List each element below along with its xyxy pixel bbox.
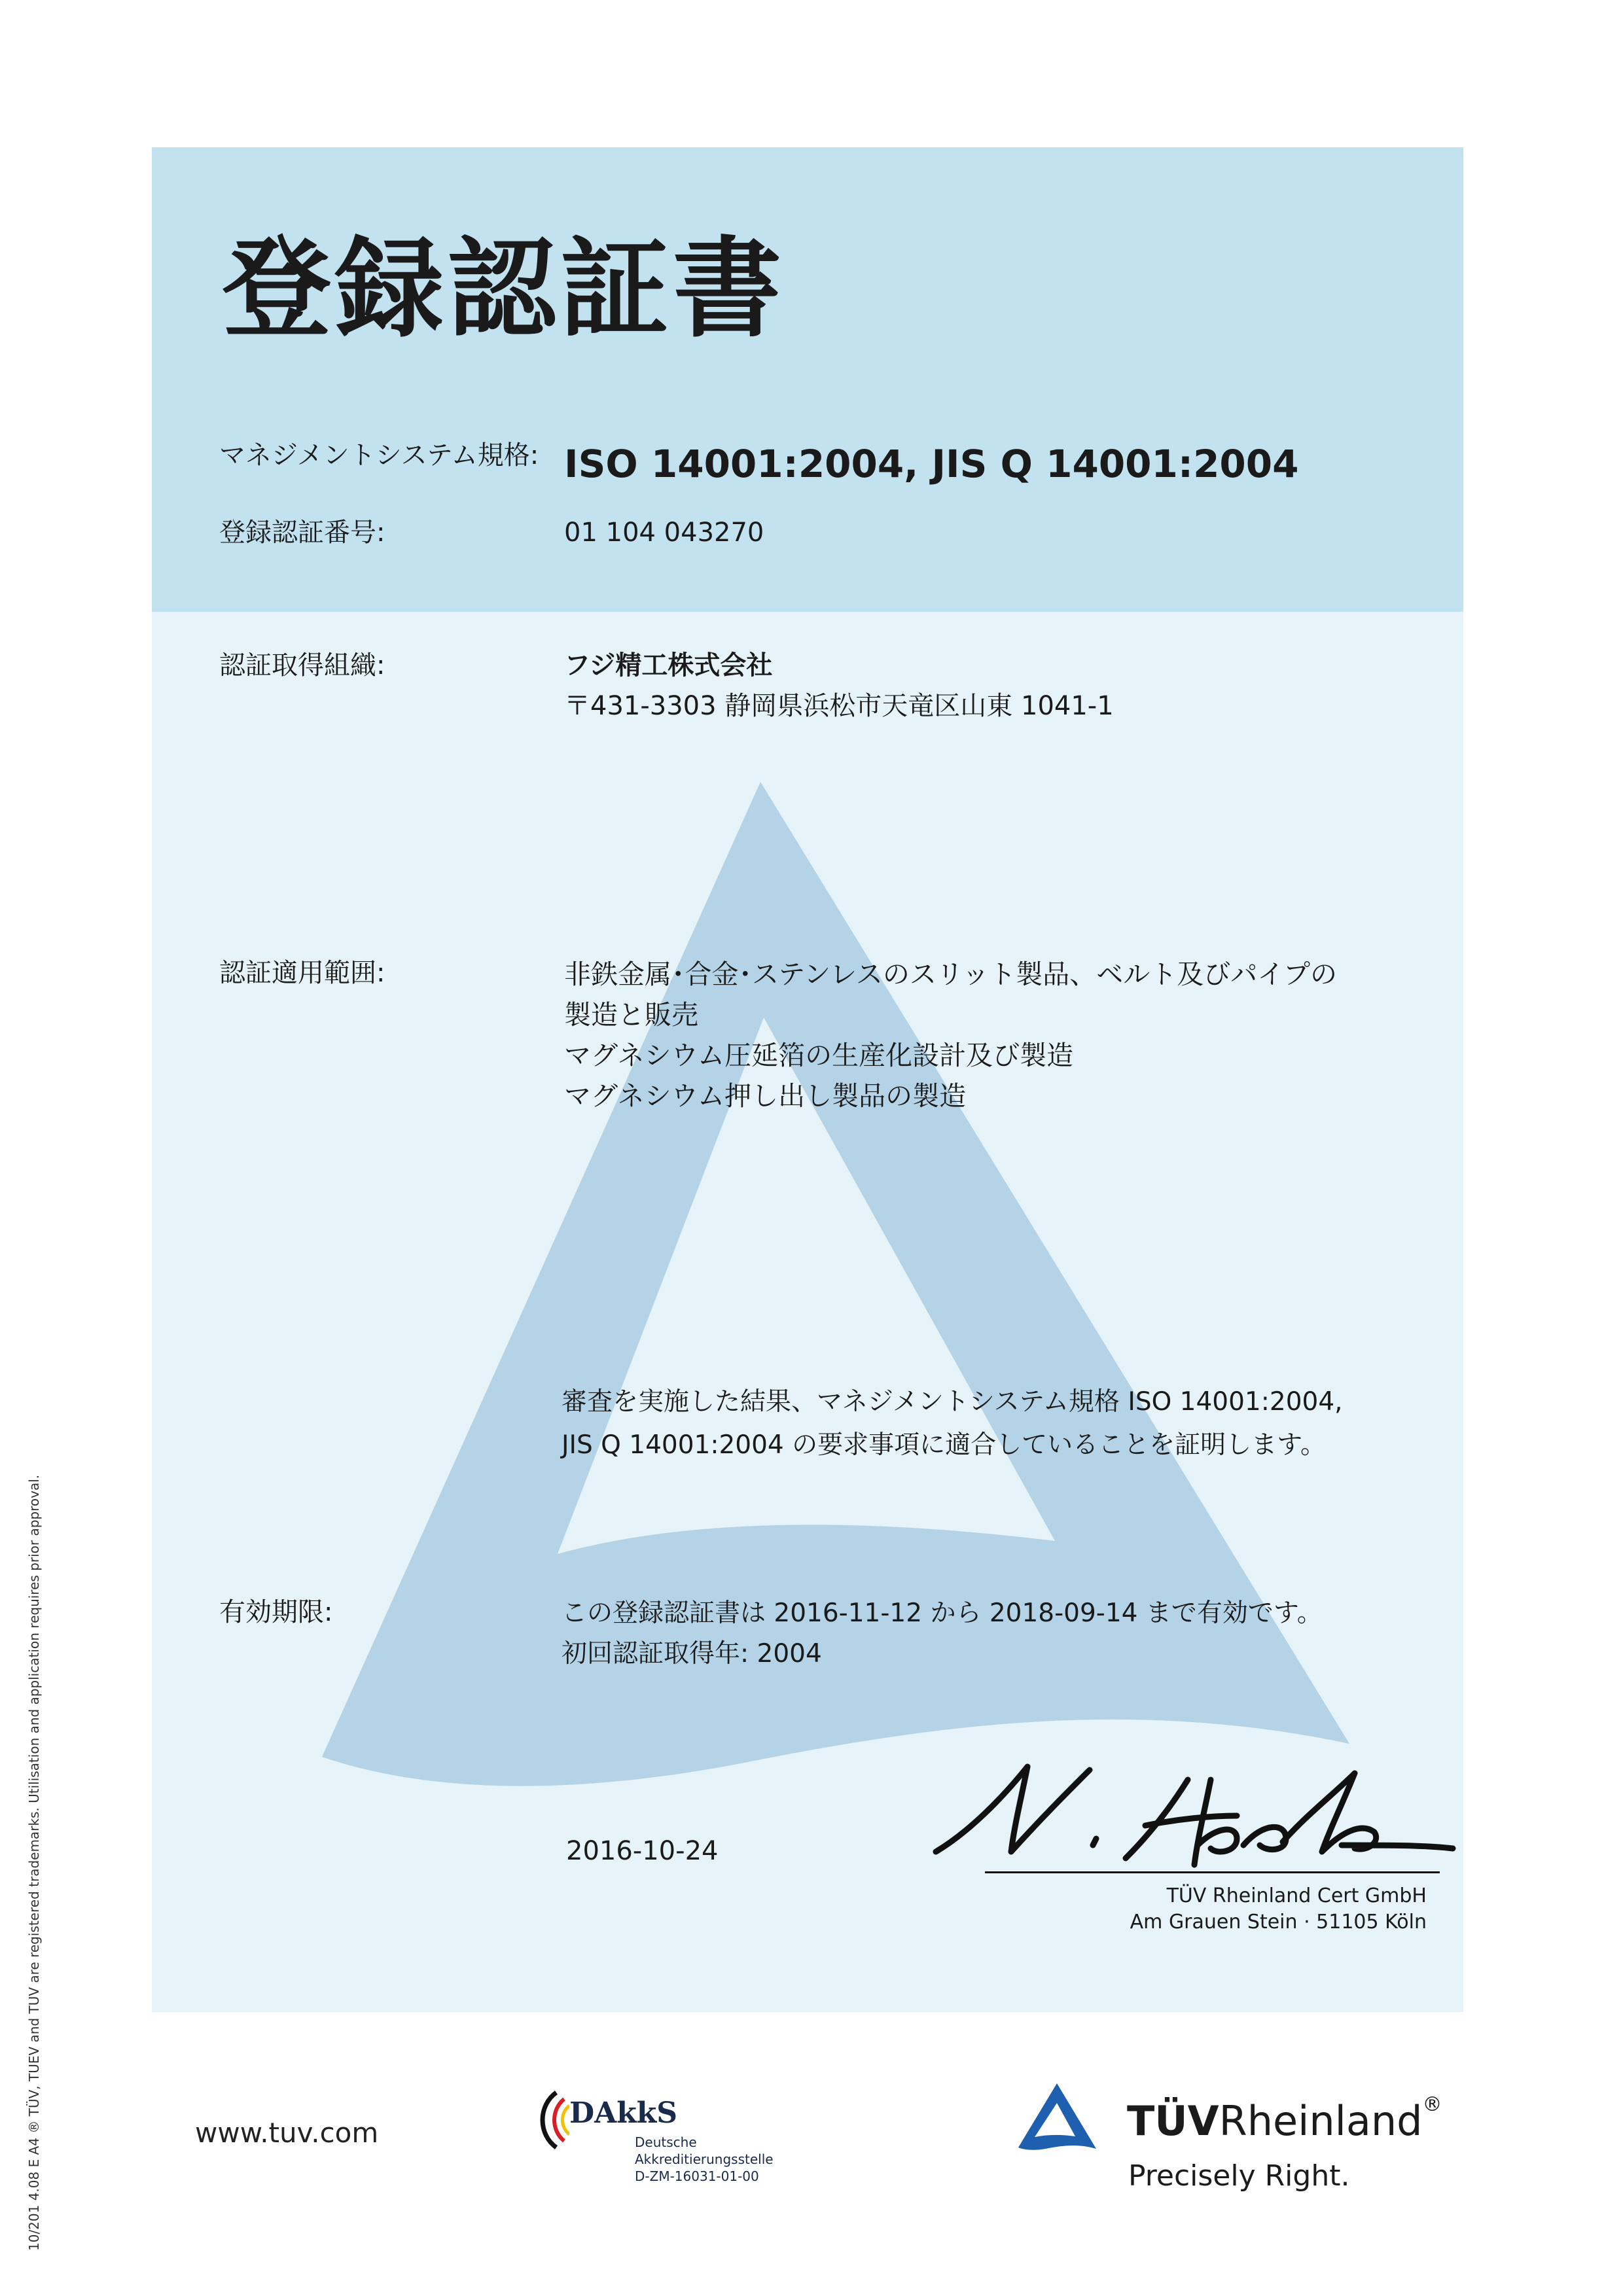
dakks-line-1: Deutsche bbox=[635, 2134, 697, 2150]
trademark-side-note: 10/201 4.08 E A4 ® TÜV, TUEV and TUV are registered trademarks. Utilisation and application requires prior approval. bbox=[26, 1474, 42, 2251]
scope-line: マグネシウム押し出し製品の製造 bbox=[564, 1080, 967, 1112]
issue-date: 2016-10-24 bbox=[566, 1836, 719, 1866]
scope-label: 認証適用範囲: bbox=[219, 958, 385, 988]
tuv-triangle-logo-icon bbox=[1016, 2081, 1098, 2153]
signature-line bbox=[985, 1871, 1440, 1873]
tuv-slogan: Precisely Right. bbox=[1128, 2159, 1350, 2193]
standard-value: ISO 14001:2004, JIS Q 14001:2004 bbox=[564, 442, 1299, 486]
scope-line: マグネシウム圧延箔の生産化設計及び製造 bbox=[564, 1040, 1074, 1071]
registration-number-label: 登録認証番号: bbox=[219, 518, 385, 548]
dakks-accreditation-logo bbox=[524, 2048, 805, 2199]
validity-line: 初回認証取得年: 2004 bbox=[562, 1639, 822, 1669]
validity-line: この登録認証書は 2016-11-12 から 2018-09-14 まで有効です。 bbox=[562, 1598, 1323, 1628]
scope-line: 製造と販売 bbox=[564, 999, 698, 1031]
organization-name: フジ精工株式会社 bbox=[564, 650, 773, 680]
footer-url: www.tuv.com bbox=[195, 2117, 379, 2149]
registration-number-value: 01 104 043270 bbox=[564, 518, 764, 548]
tuv-name-bold: TÜV bbox=[1127, 2097, 1219, 2145]
statement-line: 審査を実施した結果、マネジメントシステム規格 ISO 14001:2004, bbox=[562, 1387, 1343, 1417]
signature bbox=[929, 1754, 1459, 1878]
issuer-name: TÜV Rheinland Cert GmbH bbox=[1166, 1884, 1427, 1907]
statement-line: JIS Q 14001:2004 の要求事項に適合していることを証明します。 bbox=[562, 1430, 1326, 1460]
tuv-name-regular: Rheinland bbox=[1219, 2097, 1423, 2145]
validity-label: 有効期限: bbox=[219, 1597, 333, 1627]
issuer-block bbox=[1073, 1883, 1427, 1935]
registered-mark: ® bbox=[1422, 2093, 1442, 2116]
dakks-line-3: D-ZM-16031-01-00 bbox=[635, 2168, 759, 2184]
conformity-statement bbox=[562, 1381, 1343, 1467]
organization-label: 認証取得組織: bbox=[219, 650, 385, 680]
dakks-mark-icon bbox=[530, 2087, 569, 2153]
dakks-name: DAkkS bbox=[569, 2096, 678, 2130]
scope-text bbox=[564, 954, 1337, 1116]
validity-text bbox=[562, 1593, 1323, 1674]
dakks-line-2: Akkreditierungsstelle bbox=[635, 2151, 774, 2167]
tuv-rheinland-wordmark bbox=[1127, 2093, 1442, 2145]
issuer-address: Am Grauen Stein · 51105 Köln bbox=[1130, 1911, 1427, 1934]
organization-address: 〒431-3303 静岡県浜松市天竜区山東 1041-1 bbox=[564, 691, 1114, 721]
scope-line: 非鉄金属･合金･ステンレスのスリット製品、ベルト及びパイプの bbox=[564, 959, 1338, 990]
standard-label: マネジメントシステム規格: bbox=[219, 440, 539, 470]
certificate-title: 登録認証書 bbox=[223, 226, 785, 353]
